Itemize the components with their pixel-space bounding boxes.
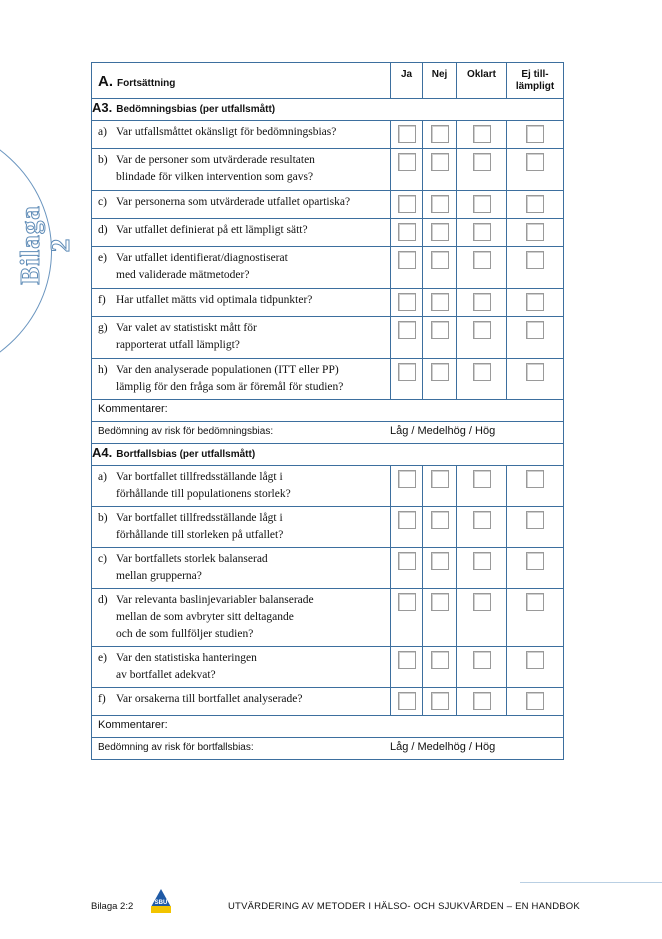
risk-cell [92,422,564,444]
checkbox-ja[interactable] [398,363,416,381]
question-text: Var personerna som utvärderade utfallet opartiska? [116,196,351,208]
section-title: Bortfallsbias (per utfallsmått) [116,449,256,460]
checkbox-nej[interactable] [431,511,449,529]
checkbox-oklart[interactable] [473,251,491,269]
risk-label: Bedömning av risk för bedömningsbias: [98,426,274,437]
answer-cell-oklart [457,589,507,647]
question-text: Var de personer som utvärderade resultaten blindade för vilken intervention som gavs? [116,154,315,183]
checkbox-oklart[interactable] [473,593,491,611]
answer-cell-ja [391,507,423,548]
sbu-logo [150,888,172,914]
answer-cell-ej-tillampligt [507,289,564,317]
question-letter: d) [98,224,108,236]
question-cell [92,191,391,219]
checkbox-oklart[interactable] [473,153,491,171]
risk-row [92,422,564,444]
checkbox-nej[interactable] [431,692,449,710]
checkbox-ja[interactable] [398,125,416,143]
section-header-row [92,444,564,466]
question-letter: c) [98,553,107,565]
question-cell [92,149,391,191]
checkbox-ja[interactable] [398,223,416,241]
comments-field[interactable] [92,716,564,738]
section-code: A3. [92,100,113,115]
risk-label: Bedömning av risk för bortfallsbias: [98,742,254,753]
checkbox-ja[interactable] [398,293,416,311]
question-letter: c) [98,196,107,208]
answer-cell-oklart [457,688,507,716]
checkbox-nej[interactable] [431,125,449,143]
section-heading [92,444,564,466]
answer-cell-ja [391,247,423,289]
question-row [92,317,564,359]
question-row [92,548,564,589]
side-tab-label: Bilaga 2 [15,205,75,285]
question-letter: f) [98,693,106,705]
question-cell [92,247,391,289]
question-text: Var valet av statistiskt mått för rapporterat utfall lämpligt? [116,322,257,351]
answer-cell-ja [391,647,423,688]
answer-cell-ja [391,289,423,317]
col-header-ej-tillampligt: Ej till- lämpligt [507,63,564,99]
answer-cell-ej-tillampligt [507,191,564,219]
answer-cell-ja [391,317,423,359]
answer-cell-ej-tillampligt [507,317,564,359]
checkbox-oklart[interactable] [473,125,491,143]
section-title: Fortsättning [117,78,176,89]
checkbox-ej-tillampligt[interactable] [526,363,544,381]
checkbox-oklart[interactable] [473,293,491,311]
checkbox-oklart[interactable] [473,692,491,710]
answer-cell-ja [391,121,423,149]
question-row [92,507,564,548]
answer-cell-oklart [457,507,507,548]
checkbox-ja[interactable] [398,251,416,269]
checkbox-oklart[interactable] [473,651,491,669]
answer-cell-nej [423,507,457,548]
checkbox-ja[interactable] [398,692,416,710]
checkbox-nej[interactable] [431,223,449,241]
checkbox-nej[interactable] [431,363,449,381]
checkbox-nej[interactable] [431,470,449,488]
footer-rule [520,882,662,883]
question-letter: e) [98,652,107,664]
question-cell [92,507,391,548]
checkbox-ja[interactable] [398,552,416,570]
checkbox-nej[interactable] [431,251,449,269]
answer-cell-ej-tillampligt [507,507,564,548]
question-text: Var orsakerna till bortfallet analyserade? [116,693,303,705]
checkbox-ej-tillampligt[interactable] [526,651,544,669]
answer-cell-ej-tillampligt [507,688,564,716]
checkbox-ja[interactable] [398,153,416,171]
question-letter: e) [98,252,107,264]
question-row [92,359,564,400]
page-number: Bilaga 2:2 [91,901,134,912]
answer-cell-nej [423,191,457,219]
answer-cell-oklart [457,317,507,359]
question-text: Var bortfallet tillfredsställande lågt i förhållande till storleken på utfallet? [116,512,284,541]
checkbox-oklart[interactable] [473,552,491,570]
risk-row [92,738,564,760]
question-cell [92,359,391,400]
section-heading [92,99,564,121]
question-letter: b) [98,154,108,166]
checkbox-nej[interactable] [431,552,449,570]
question-text: Var den statistiska hanteringen av bortfallet adekvat? [116,652,257,681]
question-text: Har utfallet mätts vid optimala tidpunkter? [116,294,313,306]
answer-cell-oklart [457,466,507,507]
answer-cell-oklart [457,548,507,589]
answer-cell-nej [423,688,457,716]
question-row [92,121,564,149]
answer-cell-ja [391,191,423,219]
checkbox-ja[interactable] [398,651,416,669]
answer-cell-nej [423,589,457,647]
checkbox-nej[interactable] [431,293,449,311]
checkbox-oklart[interactable] [473,321,491,339]
answer-cell-ja [391,548,423,589]
answer-cell-nej [423,647,457,688]
question-cell [92,589,391,647]
question-row [92,647,564,688]
logo-text: SBU [154,900,168,906]
checkbox-ja[interactable] [398,470,416,488]
answer-cell-oklart [457,289,507,317]
answer-cell-oklart [457,191,507,219]
question-letter: h) [98,364,108,376]
answer-cell-oklart [457,247,507,289]
checkbox-oklart[interactable] [473,363,491,381]
answer-cell-nej [423,219,457,247]
answer-cell-oklart [457,219,507,247]
question-cell [92,466,391,507]
table-header-row [92,63,564,99]
question-row [92,191,564,219]
answer-cell-ja [391,589,423,647]
checkbox-ja[interactable] [398,195,416,213]
checkbox-ej-tillampligt[interactable] [526,511,544,529]
col-header-ja: Ja [391,63,423,99]
question-text: Var utfallet identifierat/diagnostiserat med validerade mätmetoder? [116,252,288,281]
answer-cell-nej [423,247,457,289]
answer-cell-oklart [457,121,507,149]
answer-cell-ej-tillampligt [507,466,564,507]
section-heading [92,63,391,99]
question-letter: g) [98,322,108,334]
answer-cell-ja [391,688,423,716]
footer-title: UTVÄRDERING AV METODER I HÄLSO- OCH SJUKVÅRDEN – EN HANDBOK [228,901,580,912]
question-row [92,466,564,507]
checkbox-ej-tillampligt[interactable] [526,223,544,241]
checkbox-ja[interactable] [398,593,416,611]
checkbox-ej-tillampligt[interactable] [526,552,544,570]
answer-cell-ej-tillampligt [507,589,564,647]
section-code: A4. [92,445,113,460]
checkbox-ej-tillampligt[interactable] [526,692,544,710]
answer-cell-ej-tillampligt [507,121,564,149]
checkbox-ja[interactable] [398,511,416,529]
question-row [92,149,564,191]
question-row [92,219,564,247]
answer-cell-nej [423,317,457,359]
checkbox-nej[interactable] [431,651,449,669]
answer-cell-nej [423,466,457,507]
risk-cell [92,738,564,760]
checkbox-oklart[interactable] [473,470,491,488]
question-row [92,589,564,647]
answer-cell-ja [391,466,423,507]
answer-cell-nej [423,149,457,191]
answer-cell-nej [423,548,457,589]
question-letter: a) [98,126,107,138]
question-text: Var den analyserade populationen (ITT eller PP) lämplig för den fråga som är föremål för studien? [116,364,344,393]
assessment-table [91,62,564,760]
checkbox-oklart[interactable] [473,195,491,213]
answer-cell-nej [423,289,457,317]
answer-cell-ej-tillampligt [507,548,564,589]
risk-scale[interactable]: Låg / Medelhög / Hög [390,425,496,437]
section-header-row [92,99,564,121]
question-cell [92,289,391,317]
question-row [92,247,564,289]
question-cell [92,647,391,688]
question-letter: b) [98,512,108,524]
answer-cell-nej [423,359,457,400]
comments-field[interactable] [92,400,564,422]
question-letter: f) [98,294,106,306]
answer-cell-oklart [457,647,507,688]
comments-row [92,400,564,422]
question-letter: a) [98,471,107,483]
checkbox-ej-tillampligt[interactable] [526,195,544,213]
question-letter: d) [98,594,108,606]
checkbox-ej-tillampligt[interactable] [526,293,544,311]
section-letter: A. [98,73,113,90]
answer-cell-ej-tillampligt [507,149,564,191]
answer-cell-ej-tillampligt [507,247,564,289]
question-cell [92,548,391,589]
question-text: Var utfallsmåttet okänsligt för bedömningsbias? [116,126,337,138]
comments-label: Kommentarer: [98,403,168,415]
col-header-nej: Nej [423,63,457,99]
section-title: Bedömningsbias (per utfallsmått) [116,104,276,115]
question-cell [92,121,391,149]
question-cell [92,219,391,247]
comments-label: Kommentarer: [98,719,168,731]
answer-cell-ej-tillampligt [507,359,564,400]
answer-cell-ej-tillampligt [507,219,564,247]
answer-cell-ja [391,219,423,247]
comments-row [92,716,564,738]
answer-cell-nej [423,121,457,149]
question-cell [92,688,391,716]
checkbox-ja[interactable] [398,321,416,339]
question-text: Var utfallet definierat på ett lämpligt sätt? [116,224,308,236]
checkbox-oklart[interactable] [473,223,491,241]
question-text: Var relevanta baslinjevariabler balanserade mellan de som avbryter sitt deltagande och de som fullföljer studien? [116,594,314,640]
checkbox-nej[interactable] [431,153,449,171]
question-text: Var bortfallets storlek balanserad mellan grupperna? [116,553,268,582]
question-row [92,289,564,317]
checkbox-ej-tillampligt[interactable] [526,251,544,269]
checkbox-ej-tillampligt[interactable] [526,125,544,143]
answer-cell-ja [391,149,423,191]
checkbox-ej-tillampligt[interactable] [526,321,544,339]
checkbox-nej[interactable] [431,195,449,213]
answer-cell-ja [391,359,423,400]
answer-cell-oklart [457,359,507,400]
checkbox-oklart[interactable] [473,511,491,529]
checkbox-ej-tillampligt[interactable] [526,593,544,611]
risk-scale[interactable]: Låg / Medelhög / Hög [390,741,496,753]
checkbox-nej[interactable] [431,321,449,339]
question-cell [92,317,391,359]
checkbox-nej[interactable] [431,593,449,611]
answer-cell-oklart [457,149,507,191]
answer-cell-ej-tillampligt [507,647,564,688]
checkbox-ej-tillampligt[interactable] [526,153,544,171]
question-row [92,688,564,716]
checkbox-ej-tillampligt[interactable] [526,470,544,488]
question-text: Var bortfallet tillfredsställande lågt i förhållande till populationens storlek? [116,471,291,500]
col-header-oklart: Oklart [457,63,507,99]
